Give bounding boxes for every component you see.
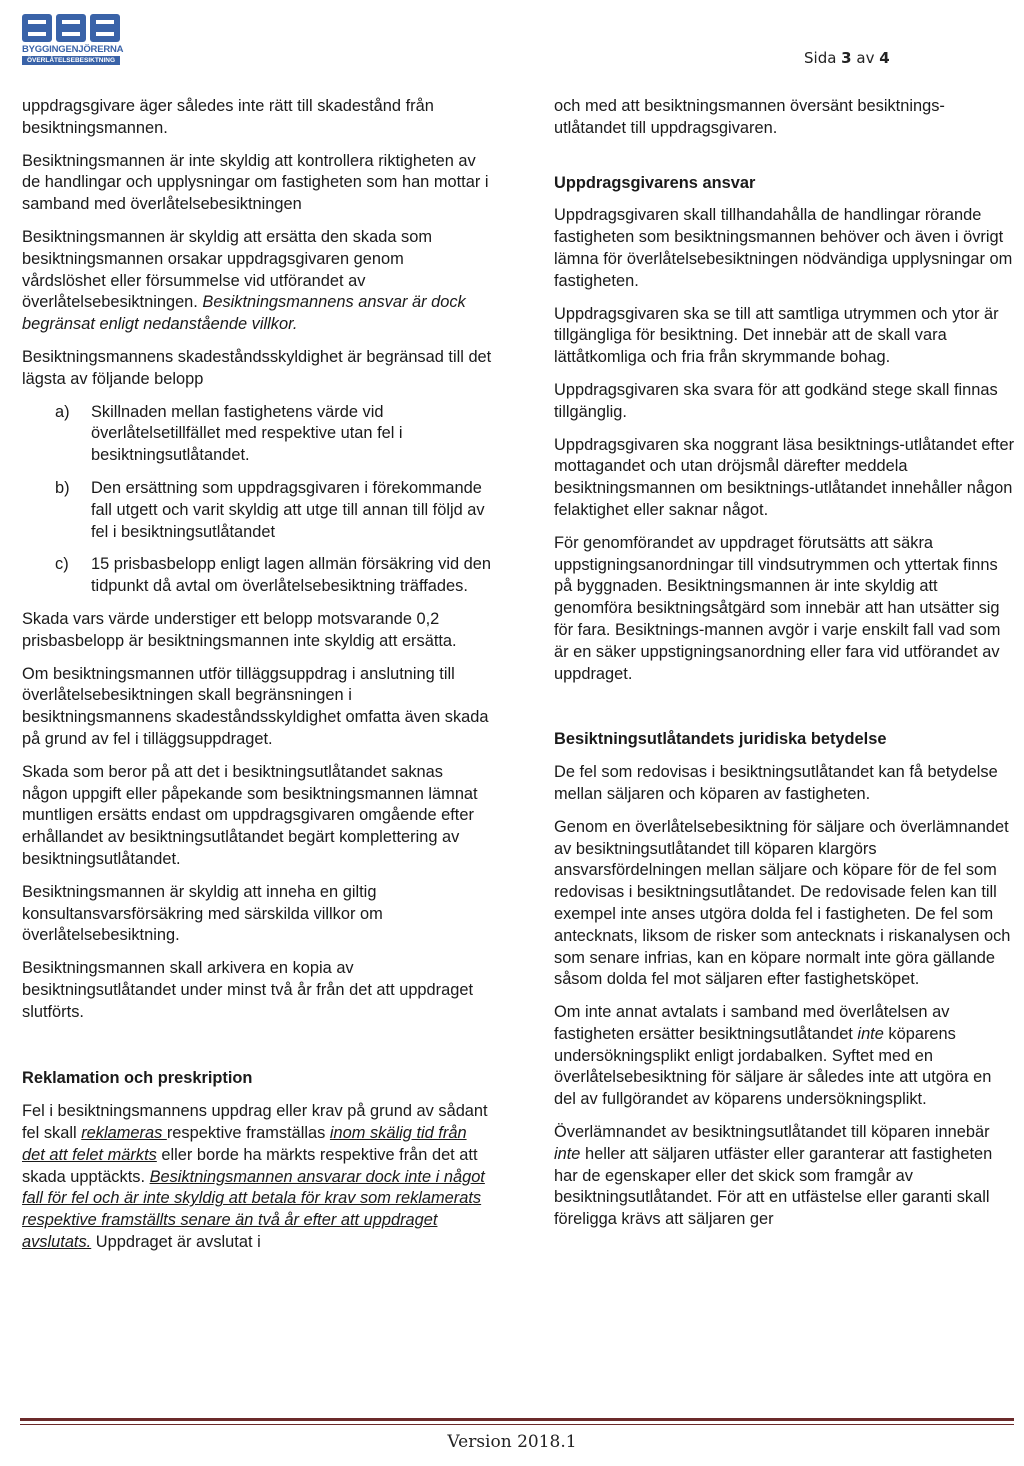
footer-rule bbox=[20, 1418, 1014, 1421]
company-logo bbox=[22, 14, 124, 66]
page-total: 4 bbox=[879, 49, 890, 67]
logo-line2: ÖVERLÅTELSEBESIKTNING bbox=[22, 56, 120, 65]
section-heading: Reklamation och preskription bbox=[22, 1069, 253, 1088]
paragraph: De fel som redovisas i besiktningsutlåtandet kan få betydelse mellan säljaren och köparen av fastigheten. bbox=[554, 763, 998, 803]
paragraph: Skada som beror på att det i besiktningsutlåtandet saknas någon uppgift eller påpekande som besiktningsmannen lämnat muntligen ersätts endast om uppdragsgivaren omgående efter erhållandet av besiktningsutlåtandet begärt komplettering av besiktningsutlåtandet. bbox=[22, 762, 478, 868]
paragraph: uppdragsgivare äger således inte rätt till skadestånd från besiktningsmannen. bbox=[22, 97, 434, 137]
paragraph: Fel i besiktningsmannens uppdrag eller krav på grund av sådant fel skall reklameras respektive framställas inom skälig tid från det att felet märkts eller borde ha märkts respektive från det att skada upptäckts. Besiktningsmannen ansvarar dock inte i något fall för fel och är inte skyldig att betala för krav som reklamerats respektive framställts senare än två år efter att uppdraget avslutats. Uppdraget är avslutat i bbox=[22, 1102, 488, 1252]
paragraph: Besiktningsmannen skall arkivera en kopia av besiktningsutlåtandet under minst två år från det att uppdraget slutförts. bbox=[22, 959, 474, 1021]
footer-rule-thin bbox=[20, 1424, 1014, 1425]
page-number: Sida 3 av 4 bbox=[804, 49, 890, 67]
paragraph: Uppdragsgivaren ska svara för att godkänd stege skall finnas tillgänglig. bbox=[554, 380, 998, 421]
version-label: Version 2018.1 bbox=[447, 1432, 577, 1452]
list-item: b) Den ersättning som uppdragsgivaren i förekommande fall utgett och varit skyldig att utge till annan till följd av fel i besiktningsutlåtandet bbox=[55, 478, 485, 541]
left-column bbox=[22, 96, 492, 1265]
logo-mark bbox=[22, 14, 120, 42]
paragraph: Skada vars värde understiger ett belopp motsvarande 0,2 prisbasbelopp är besiktningsmannen inte skyldig att ersätta. bbox=[22, 609, 457, 650]
paragraph: och med att besiktningsmannen översänt besiktnings-utlåtandet till uppdragsgivaren. bbox=[554, 97, 945, 137]
paragraph: Genom en överlåtelsebesiktning för säljare och överlämnandet av besiktningsutlåtandet till köparen klargörs ansvarsfördelningen mellan säljare och köpare för de fel som redovisas i besiktningsutlåtandet. De redovisade felen kan till exempel inte anses utgöra dolda fel i fastigheten. De fel som antecknats, liksom de risker som antecknats i riskanalysen och som senare infrias, kan en köpare normalt inte göra gällande såsom dolda fel mot säljaren efter fastighetsköpet. bbox=[554, 817, 1011, 989]
paragraph: Om besiktningsmannen utför tilläggsuppdrag i anslutning till överlåtelsebesiktningen skall begränsningen i besiktningsmannens skadeståndsskyldighet omfatta även skada på grund av fel i tilläggsuppdraget. bbox=[22, 664, 489, 748]
paragraph: Om inte annat avtalats i samband med överlåtelsen av fastigheten ersätter besiktningsutlåtandet inte köparens undersökningsplikt enligt jordabalken. Syftet med en överlåtelsebesiktning för säljare är således inte att utgöra en del av fullgörandet av köparens undersökningsplikt. bbox=[554, 1003, 992, 1109]
paragraph: Besiktningsmannen är inte skyldig att kontrollera riktigheten av de handlingar och upplysningar om fastigheten som han mottar i samband med överlåtelsebesiktningen bbox=[22, 151, 489, 214]
paragraph: Besiktningsmannen är skyldig att inneha en giltig konsultansvarsförsäkring med särskilda villkor om överlåtelsebesiktning. bbox=[22, 882, 383, 945]
paragraph: Uppdragsgivaren skall tillhandahålla de handlingar rörande fastigheten som besiktningsmannen behöver och även i övrigt lämna för överlåtelsebesiktningen nödvändiga upplysningar om fastigheten. bbox=[554, 206, 1013, 290]
paragraph: Uppdragsgivaren ska se till att samtliga utrymmen och ytor är tillgängliga för besiktning. Det innebär att de skall vara lättåtkomliga och fria från skrymmande bohag. bbox=[554, 304, 999, 367]
list-item: c) 15 prisbasbelopp enligt lagen allmän försäkring vid den tidpunkt då avtal om överlåtelsebesiktning träffades. bbox=[55, 555, 492, 596]
list-item: a) Skillnaden mellan fastighetens värde vid överlåtelsetillfället med respektive utan fel i besiktningsutlåtandet. bbox=[55, 402, 403, 465]
page-current: 3 bbox=[841, 49, 852, 67]
paragraph: För genomförandet av uppdraget förutsätts att säkra uppstigningsanordningar till vindsutrymmen och yttertak finns på byggnaden. Besiktningsmannen är inte skyldig att genomföra besiktningsåtgärd som innebär att han utsätter sig för fara. Besiktnings-mannen avgör i varje enskilt fall vad som är en säker uppstigningsanordning eller fara vid utförandet av uppdraget. bbox=[554, 533, 1001, 683]
paragraph: Besiktningsmannen är skyldig att ersätta den skada som besiktningsmannen orsakar uppdragsgivaren genom vårdslöshet eller försummelse vid utförandet av överlåtelsebesiktningen. Besiktningsmannens ansvar är dock begränsat enligt nedanstående villkor. bbox=[22, 227, 466, 334]
logo-line1: BYGGINGENJÖRERNA bbox=[22, 44, 124, 55]
section-heading: Uppdragsgivarens ansvar bbox=[554, 173, 756, 192]
section-heading: Besiktningsutlåtandets juridiska betydelse bbox=[554, 730, 887, 749]
paragraph: Överlämnandet av besiktningsutlåtandet till köparen innebär inte heller att säljaren utfäster eller garanterar att fastigheten har de egenskaper eller det skick som framgår av besiktningsutlåtandet. För att en utfästelse eller garanti skall föreligga krävs att säljaren ger bbox=[554, 1123, 993, 1229]
right-column bbox=[554, 96, 1016, 1242]
liability-list bbox=[22, 402, 492, 598]
paragraph: Besiktningsmannens skadeståndsskyldighet är begränsad till det lägsta av följande belopp bbox=[22, 347, 492, 388]
paragraph: Uppdragsgivaren ska noggrant läsa besiktnings-utlåtandet efter mottagandet och utan dröjsmål därefter meddela besiktningsmannen om besiktnings-utlåtandet innehåller någon felaktighet eller saknar något. bbox=[554, 435, 1015, 519]
